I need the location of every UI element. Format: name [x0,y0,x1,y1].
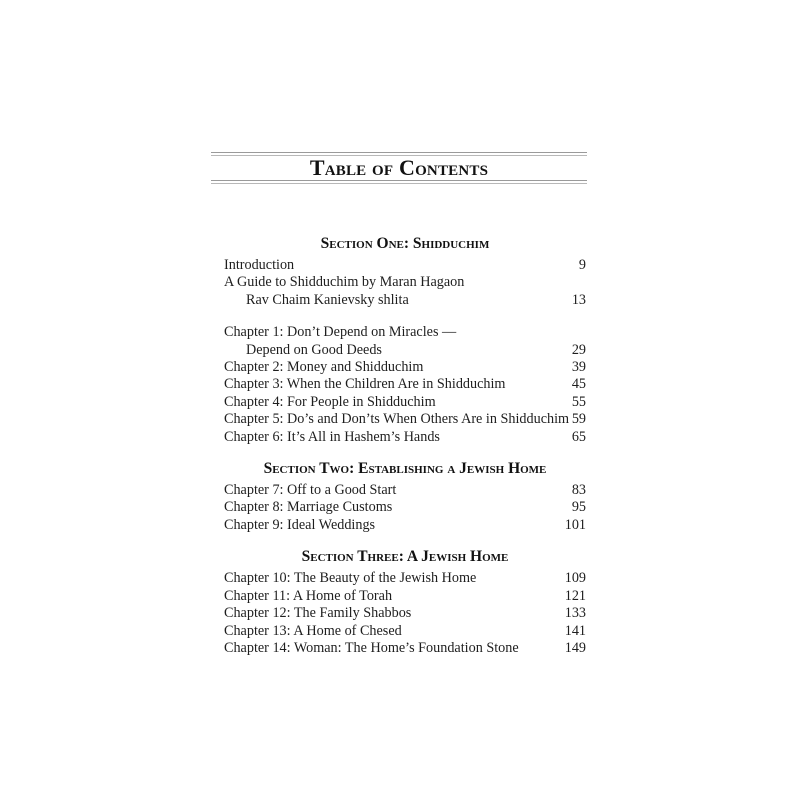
entry-page-number: 39 [571,359,586,376]
toc-entry[interactable] [224,640,586,657]
entry-page-number: 55 [571,393,586,410]
entry-page-number: 45 [571,376,586,393]
toc-entry[interactable] [224,570,586,587]
entry-label: Chapter 4: For People in Shidduchim [224,393,436,410]
spacer [224,309,586,324]
title-rule-bottom [211,180,587,181]
entry-label: Chapter 10: The Beauty of the Jewish Home [224,570,477,587]
entry-page-number: 149 [564,639,586,656]
entry-label: Chapter 2: Money and Shidduchim [224,359,424,376]
entry-page-number: 95 [571,499,586,516]
entry-label: A Guide to Shidduchim by Maran Hagaon [224,274,465,291]
entry-label: Depend on Good Deeds [246,341,382,358]
title-block [211,152,587,184]
entry-label: Rav Chaim Kanievsky shlita [246,291,409,308]
toc-entry[interactable] [224,482,586,499]
entry-label: Chapter 8: Marriage Customs [224,499,393,516]
toc-entry[interactable] [224,499,586,516]
toc-entry[interactable] [224,411,586,428]
entry-label: Chapter 9: Ideal Weddings [224,516,376,533]
toc-entry[interactable] [224,394,586,411]
entry-label: Chapter 7: Off to a Good Start [224,482,397,499]
entry-label: Chapter 12: The Family Shabbos [224,605,412,622]
entry-page-number: 29 [571,341,586,358]
entry-label: Chapter 14: Woman: The Home’s Foundation Stone [224,639,519,656]
entry-page-number: 13 [571,291,586,308]
toc-entry-continuation[interactable] [224,292,586,309]
entry-page-number: 83 [571,482,586,499]
entry-page-number: 141 [564,622,586,639]
toc-entry[interactable] [224,274,586,291]
toc-entry[interactable] [224,605,586,622]
toc-entry[interactable] [224,257,586,274]
section-two-entries [224,482,586,534]
title-rule-top [211,152,587,153]
entry-label: Chapter 11: A Home of Torah [224,587,393,604]
entry-page-number: 133 [564,605,586,622]
toc-entry[interactable] [224,376,586,393]
entry-page-number: 109 [564,570,586,587]
table-of-contents [224,234,586,657]
entry-page-number: 9 [578,257,586,273]
entry-page-number: 121 [564,587,586,604]
entry-label: Chapter 3: When the Children Are in Shidduchim [224,376,506,393]
toc-entry[interactable] [224,429,586,446]
section-heading-three: Section Three: A Jewish Home [301,548,509,566]
page-title: Table of Contents [309,155,489,180]
toc-entry[interactable] [224,623,586,640]
section-heading-one: Section One: Shidduchim [320,235,490,252]
toc-entry[interactable] [224,588,586,605]
section-three-entries [224,570,586,657]
entry-label: Chapter 6: It’s All in Hashem’s Hands [224,428,440,445]
section-one-entries [224,257,586,446]
section-heading-two: Section Two: Establishing a Jewish Home [263,460,547,478]
toc-entry-continuation[interactable] [224,342,586,359]
toc-entry[interactable] [224,324,586,341]
toc-entry[interactable] [224,359,586,376]
title-rule-bottom-inner [211,183,587,184]
entry-label: Introduction [224,257,295,273]
toc-entry[interactable] [224,517,586,534]
entry-page-number: 65 [571,428,586,445]
entry-page-number: 101 [564,516,586,533]
entry-label: Chapter 5: Do’s and Don’ts When Others Are in Shidduchim [224,411,570,428]
entry-page-number: 59 [571,411,586,428]
entry-label: Chapter 13: A Home of Chesed [224,622,402,639]
entry-label: Chapter 1: Don’t Depend on Miracles — [224,324,457,341]
